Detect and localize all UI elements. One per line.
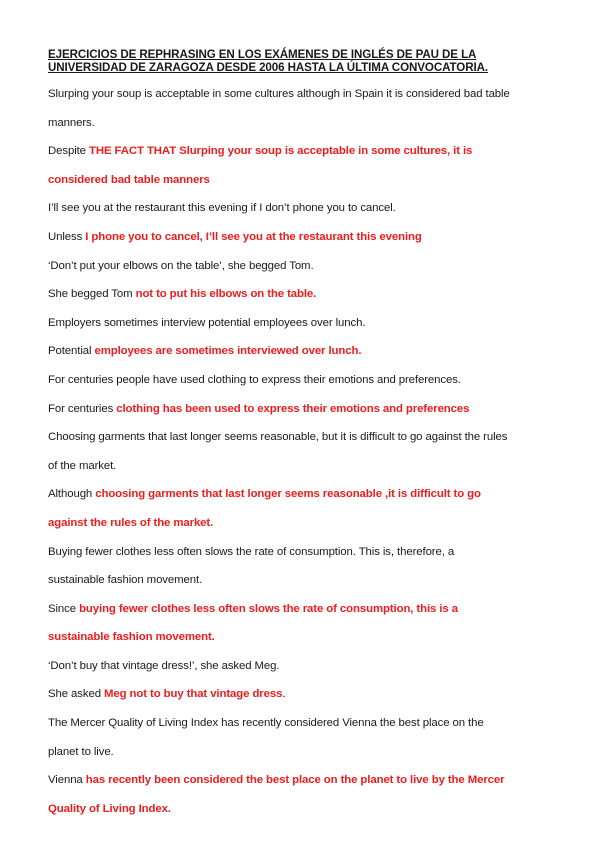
source-sentence-line: of the market. (48, 459, 117, 472)
answer-prefix: Since (48, 602, 80, 615)
answer-prefix: Vienna (48, 774, 86, 787)
answer-text: has recently been considered the best place on the planet to live by the Mercer (85, 774, 505, 787)
rephrased-answer-line (48, 680, 568, 709)
source-sentence-line: planet to live. (48, 745, 114, 758)
answer-text: choosing garments that last longer seems reasonable ,it is difficult to go (95, 488, 481, 501)
exercise-list (48, 80, 568, 823)
answer-prefix: She asked (48, 688, 104, 701)
answer-text: employees are sometimes interviewed over lunch. (94, 345, 362, 358)
document-title (48, 48, 568, 74)
source-sentence-line: Slurping your soup is acceptable in some cultures although in Spain it is considered bad table (48, 88, 510, 100)
source-sentence-line: I’ll see you at the restaurant this evening if I don’t phone you to cancel. (48, 202, 396, 215)
title-line-1: EJERCICIOS DE REPHRASING EN LOS EXÁMENES DE INGLÉS DE PAU DE LA (48, 48, 477, 61)
source-sentence-line: For centuries people have used clothing to express their emotions and preferences. (48, 373, 461, 386)
source-sentence-line: Buying fewer clothes less often slows the rate of consumption. This is, therefore, a (48, 545, 455, 558)
answer-text: clothing has been used to express their emotions and preferences (116, 402, 470, 415)
answer-text: sustainable fashion movement. (48, 631, 215, 644)
answer-prefix: She begged Tom (48, 288, 136, 301)
source-sentence-line: manners. (48, 116, 95, 129)
rephrased-answer-line (48, 623, 568, 652)
rephrased-answer-line (48, 280, 568, 309)
document-page (48, 48, 568, 823)
rephrased-answer-line (48, 395, 568, 424)
answer-text: not to put his elbows on the table. (135, 288, 317, 301)
answer-text: considered bad table manners (48, 173, 210, 186)
answer-prefix: For centuries (48, 402, 117, 415)
rephrased-answer-line (48, 166, 568, 195)
answer-prefix: Despite (48, 145, 89, 158)
rephrased-answer-line (48, 595, 568, 624)
source-sentence-line: ‘Don’t buy that vintage dress!’, she asked Meg. (48, 659, 280, 672)
answer-text: buying fewer clothes less often slows the rate of consumption, this is a (79, 602, 458, 615)
rephrased-answer-line (48, 137, 568, 166)
answer-prefix: Unless (48, 230, 86, 243)
answer-text: Quality of Living Index. (48, 802, 171, 815)
rephrased-answer-line (48, 337, 568, 366)
source-sentence-line: sustainable fashion movement. (48, 574, 203, 587)
source-sentence-line: ‘Don’t put your elbows on the table’, she begged Tom. (48, 259, 314, 272)
answer-text: THE FACT THAT Slurping your soup is acceptable in some cultures, it is (89, 145, 473, 158)
rephrased-answer-line (48, 766, 568, 795)
source-sentence-line: Choosing garments that last longer seems reasonable, but it is difficult to go against the rules (48, 431, 508, 444)
answer-prefix: Potential (48, 345, 95, 358)
answer-suffix: . (282, 688, 286, 701)
rephrased-answer-line (48, 795, 568, 824)
answer-prefix: Although (48, 488, 96, 501)
source-sentence-line: The Mercer Quality of Living Index has recently considered Vienna the best place on the (48, 717, 484, 730)
answer-text: against the rules of the market. (48, 516, 214, 529)
source-sentence-line: Employers sometimes interview potential employees over lunch. (48, 316, 366, 329)
rephrased-answer-line (48, 223, 568, 252)
title-line-2: UNIVERSIDAD DE ZARAGOZA DESDE 2006 HASTA LA ÚLTIMA CONVOCATORIA. (48, 61, 488, 74)
answer-text: Meg not to buy that vintage dress (104, 688, 283, 701)
answer-text: I phone you to cancel, I’ll see you at the restaurant this evening (85, 230, 422, 243)
rephrased-answer-line (48, 509, 568, 538)
rephrased-answer-line (48, 480, 568, 509)
